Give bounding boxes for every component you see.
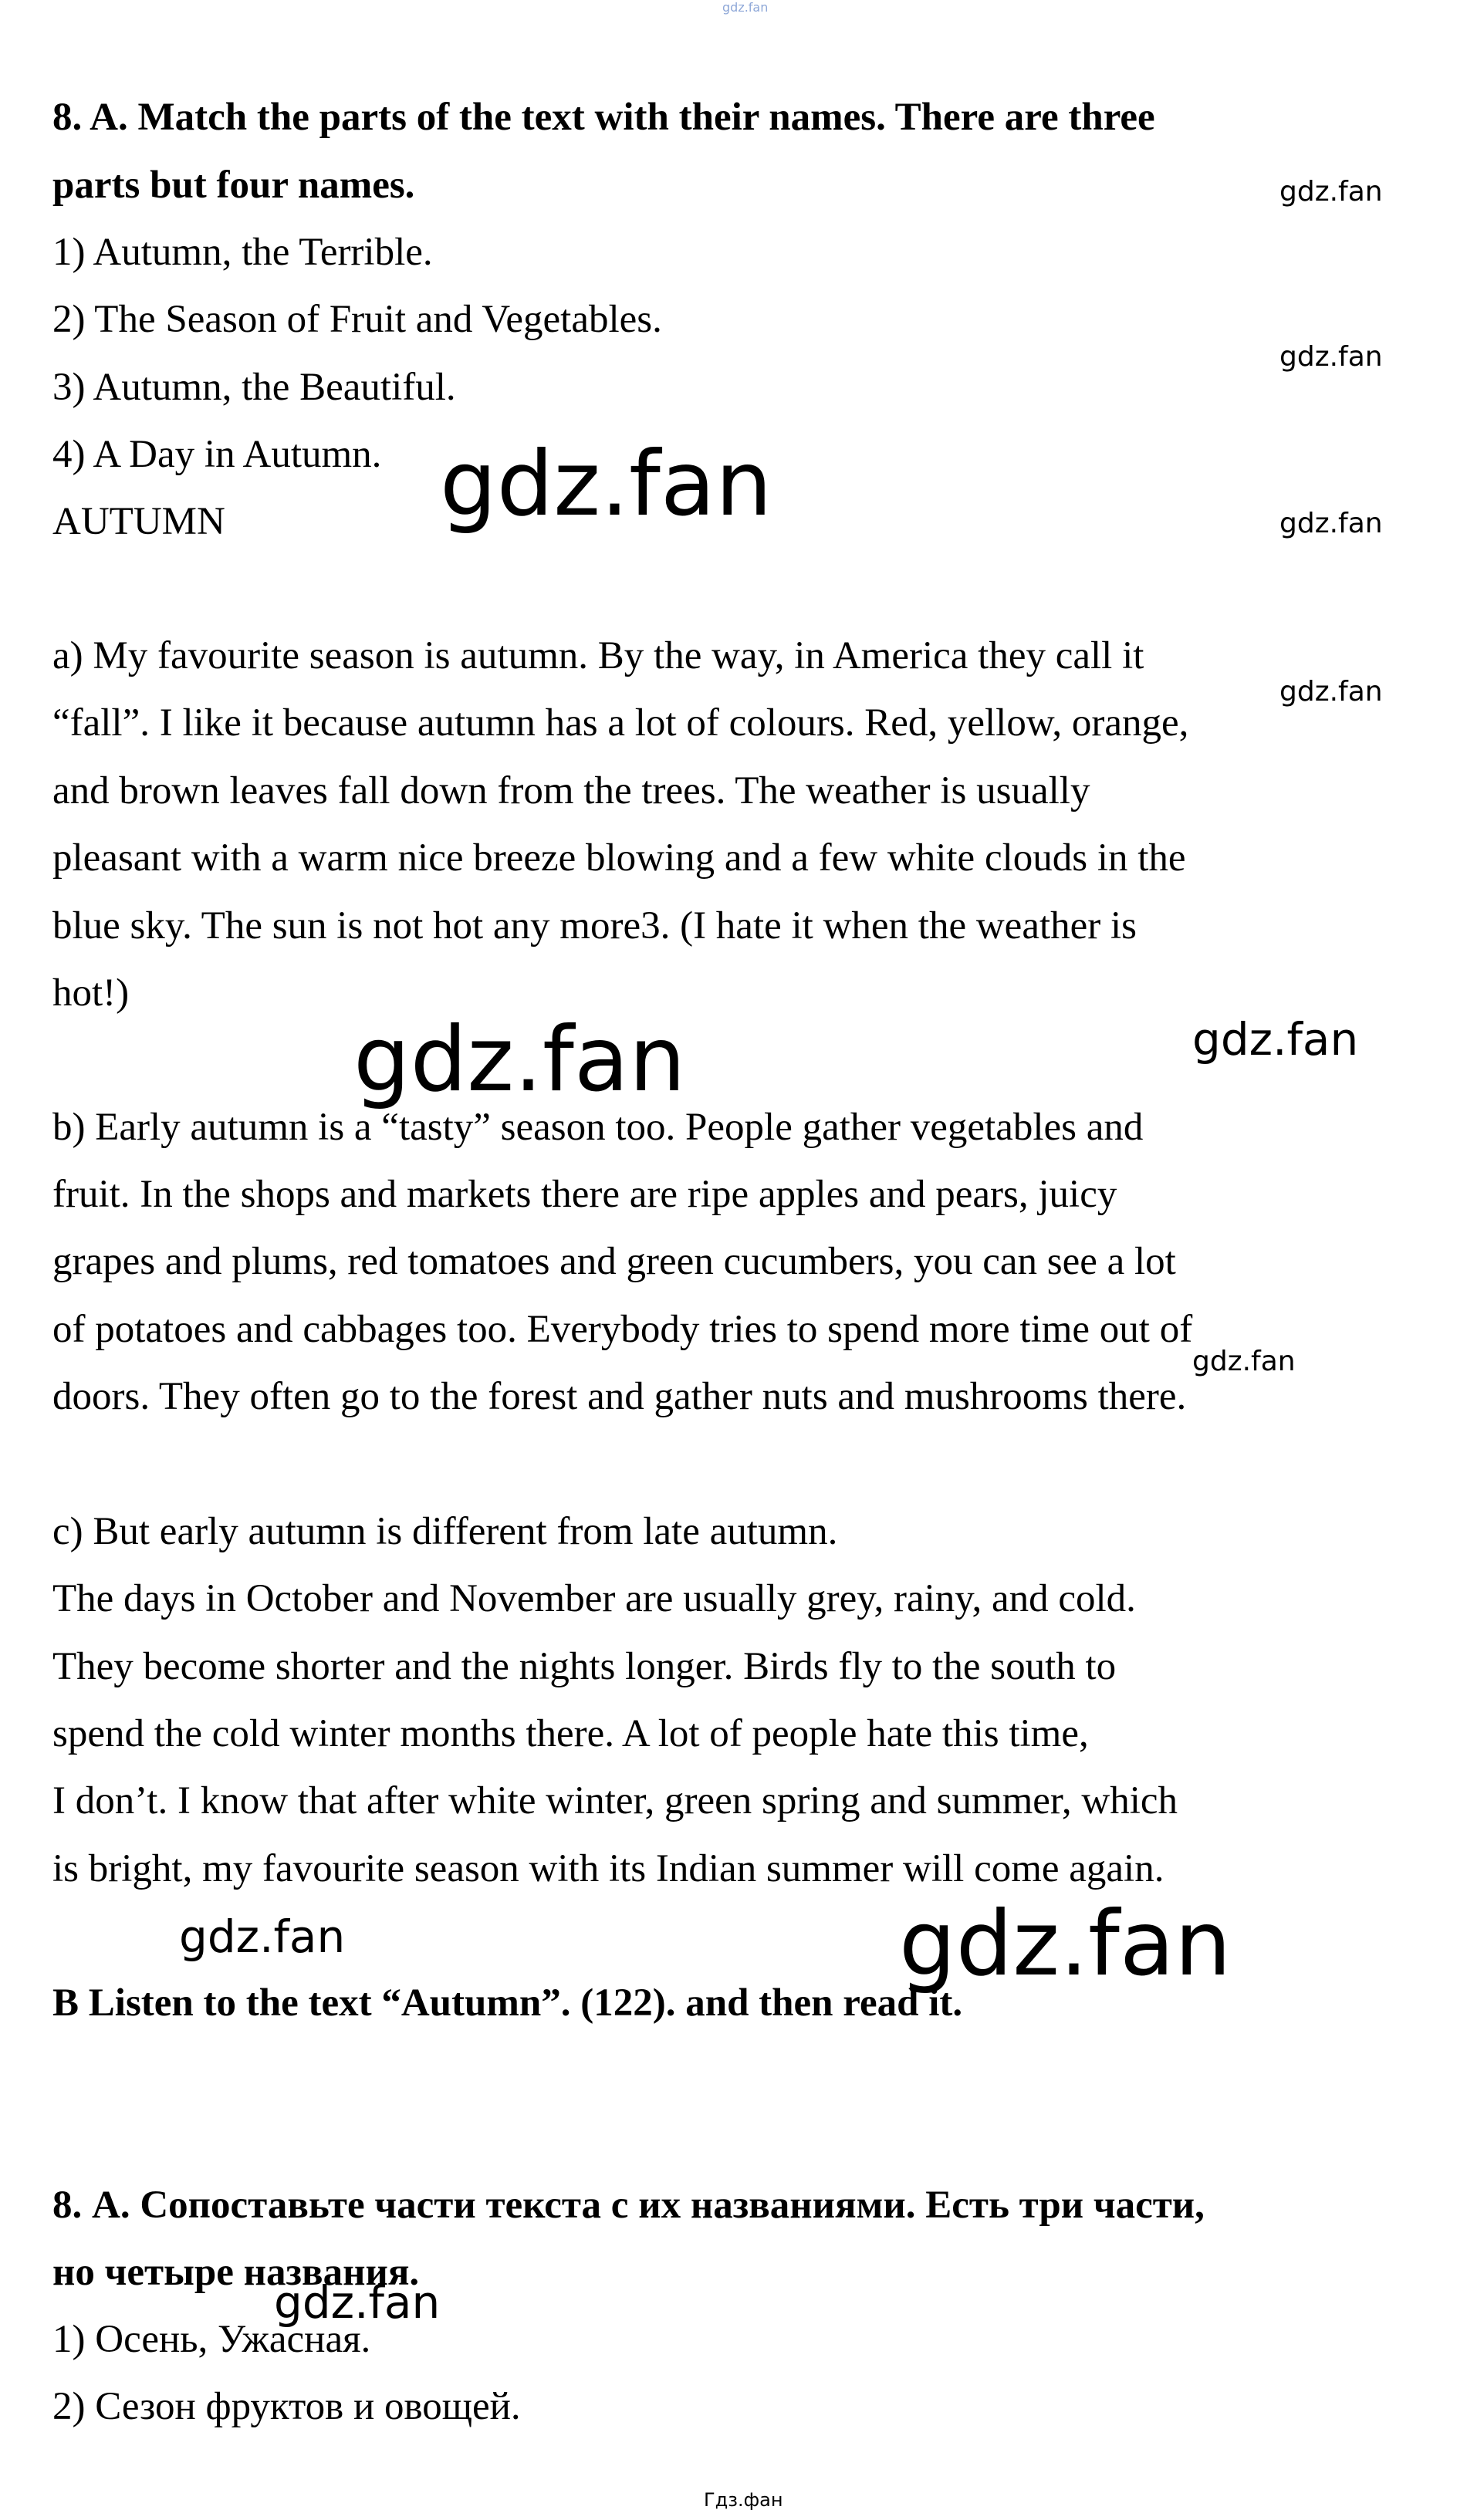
name-option-ru: 1) Осень, Ужасная.	[52, 2318, 371, 2361]
exercise-heading: 8. A. Match the parts of the text with their names. There are three	[52, 96, 1155, 139]
task-b: B Listen to the text “Autumn”. (122). and then read it.	[52, 1981, 963, 2025]
watermark-medium: gdz.fan	[179, 1910, 346, 1963]
watermark-large: gdz.fan	[440, 432, 772, 536]
watermark-footer: Гдз.фан	[704, 2489, 783, 2511]
watermark: gdz.fan	[1279, 676, 1383, 708]
paragraph-c-line: The days in October and November are usually grey, rainy, and cold.	[52, 1577, 1136, 1620]
watermark: gdz.fan	[1192, 1346, 1296, 1377]
paragraph-a-line: a) My favourite season is autumn. By the way, in America they call it	[52, 634, 1144, 677]
watermark-top: gdz.fan	[722, 0, 769, 15]
watermark-medium: gdz.fan	[1192, 1013, 1359, 1066]
text-title: AUTUMN	[52, 500, 225, 543]
watermark: gdz.fan	[1279, 508, 1383, 539]
exercise-heading: parts but four names.	[52, 164, 415, 207]
paragraph-c-line: is bright, my favourite season with its Indian summer will come again.	[52, 1847, 1164, 1890]
name-option: 3) Autumn, the Beautiful.	[52, 366, 456, 409]
name-option: 2) The Season of Fruit and Vegetables.	[52, 298, 662, 341]
paragraph-b-line: grapes and plums, red tomatoes and green cucumbers, you can see a lot	[52, 1240, 1176, 1283]
paragraph-b-line: of potatoes and cabbages too. Everybody tries to spend more time out of	[52, 1308, 1193, 1351]
watermark-medium: gdz.fan	[274, 2276, 441, 2329]
paragraph-c-line: I don’t. I know that after white winter, green spring and summer, which	[52, 1779, 1178, 1822]
name-option: 1) Autumn, the Terrible.	[52, 231, 433, 274]
exercise-heading-ru: но четыре названия.	[52, 2251, 420, 2294]
watermark-large: gdz.fan	[353, 1008, 686, 1112]
name-option: 4) A Day in Autumn.	[52, 433, 382, 476]
watermark: gdz.fan	[1279, 176, 1383, 208]
watermark-large: gdz.fan	[899, 1892, 1232, 1996]
watermark: gdz.fan	[1279, 341, 1383, 373]
paragraph-a-line: and brown leaves fall down from the trees. The weather is usually	[52, 769, 1090, 812]
paragraph-a-line: pleasant with a warm nice breeze blowing and a few white clouds in the	[52, 836, 1186, 880]
name-option-ru: 2) Сезон фруктов и овощей.	[52, 2385, 521, 2428]
exercise-heading-ru: 8. А. Сопоставьте части текста с их названиями. Есть три части,	[52, 2184, 1205, 2227]
paragraph-c-line: They become shorter and the nights longer. Birds fly to the south to	[52, 1645, 1117, 1688]
paragraph-a-line: “fall”. I like it because autumn has a lot of colours. Red, yellow, orange,	[52, 701, 1189, 745]
paragraph-b-line: doors. They often go to the forest and gather nuts and mushrooms there.	[52, 1375, 1187, 1418]
paragraph-b-line: b) Early autumn is a “tasty” season too. People gather vegetables and	[52, 1106, 1144, 1149]
paragraph-c-line: spend the cold winter months there. A lot of people hate this time,	[52, 1712, 1089, 1755]
paragraph-c-line: c) But early autumn is different from late autumn.	[52, 1510, 838, 1553]
paragraph-b-line: fruit. In the shops and markets there are ripe apples and pears, juicy	[52, 1173, 1117, 1216]
paragraph-a-line: hot!)	[52, 971, 130, 1015]
paragraph-a-line: blue sky. The sun is not hot any more3. (I hate it when the weather is	[52, 904, 1137, 948]
